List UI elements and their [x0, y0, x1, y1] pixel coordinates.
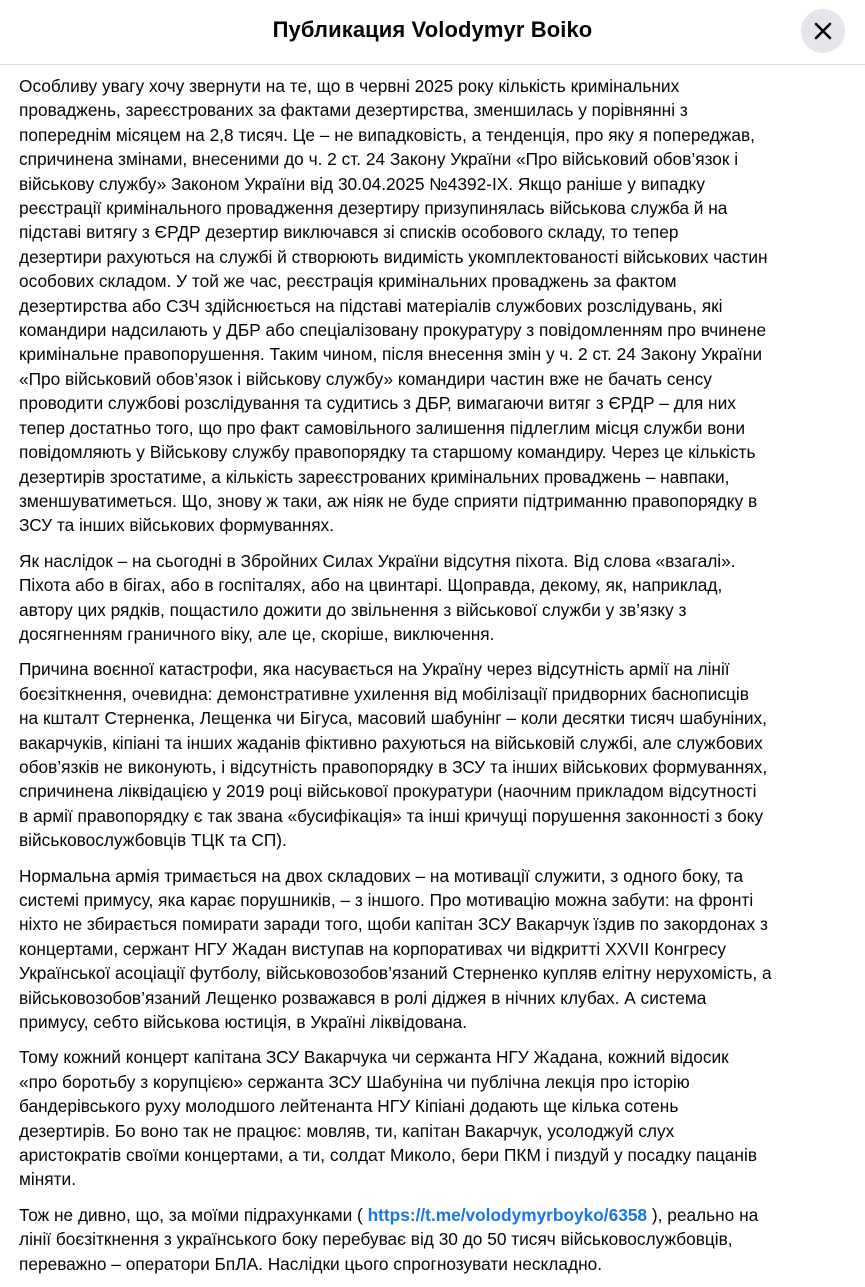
post-paragraph-5: Тому кожний концерт капітана ЗСУ Вакарчука чи сержанта НГУ Жадана, кожний відосик «про боротьбу з корупцією» сержанта ЗСУ Шабуніна чи публічна лекція про історію бандерівського руху молодшого лейтенанта НГУ Кіпіані додають ще кілька сотень дезертирів. Бо воно так не працює: мовляв, ти, капітан Вакарчук, усолоджуй слух аристократів своїми концертами, а ти, солдат Миколо, бери ПКМ і пиздуй у посадку пацанів міняти.: [19, 1047, 757, 1190]
post-paragraph-6: [19, 1203, 855, 1276]
post-paragraph-2: Як наслідок – на сьогодні в Збройних Силах України відсутня піхота. Від слова «взагалі». Піхота або в бігах, або в госпіталях, або на цвинтарі. Щоправда, декому, як, наприклад, автору цих рядків, пощастило дожити до звільнення з військової служби у зв’язку з досягненням граничного віку, але це, скоріше, виключення.: [19, 550, 736, 644]
paragraph-text-before-link: Тож не дивно, що, за моїми підрахунками (: [19, 1204, 368, 1225]
paragraph-text-after-link: ), реально на лінії боєзіткнення з українського боку перебуває від 30 до 50 тисяч військовослужбовців, переважно – оператори БпЛА. Наслідки цього спрогнозувати нескладно.: [19, 1204, 759, 1274]
close-icon: [813, 21, 833, 41]
post-paragraph-4: Нормальна армія тримається на двох складових – на мотивації служити, з одного боку, та системі примусу, яка карає порушників, – з іншого. Про мотивацію можна забути: на фронті ніхто не збирається помирати заради того, щоби капітан ЗСУ Вакарчук їздив по закордонах з концертами, сержант НГУ Жадан виступав на корпоративах чи відкритті XXVII Конгресу Української асоціації футболу, військовозобов’язаний Стерненко купляв елітну нерухомість, а військовозобов’язаний Лещенко розважався в ролі діджея в нічних клубах. А система примусу, себто військова юстиція, в Україні ліквідована.: [19, 865, 772, 1033]
post-body: [19, 74, 855, 1287]
close-button[interactable]: [801, 9, 845, 53]
dialog-title: Публикация Volodymyr Boiko: [272, 17, 593, 42]
dialog-header: [0, 0, 865, 65]
telegram-link[interactable]: https://t.me/volodymyrboyko/6358: [367, 1204, 648, 1225]
post-paragraph-3: Причина воєнної катастрофи, яка насувається на Україну через відсутність армії на лінії боєзіткнення, очевидна: демонстративне ухилення від мобілізації придворних баснописців на кшталт Стерненка, Лещенка чи Бігуса, масовий шабунінг – коли десятки тисяч шабуніних, вакарчуків, кіпіані та інших жаданів фіктивно рахуються на військовій службі, але службових обов’язків не виконують, і відсутність правопорядку в ЗСУ та інших військових формуваннях, спричинена ліквідацією у 2019 році військової прокуратури (наочним прикладом відсутності в армії правопорядку є так звана «бусифікація» та інші кричущі порушення законності з боку військовослужбовців ТЦК та СП).: [19, 659, 768, 851]
post-paragraph-1: Особливу увагу хочу звернути на те, що в червні 2025 року кількість кримінальних проваджень, зареєстрованих за фактами дезертирства, зменшилась у порівнянні з попереднім місяцем на 2,8 тисяч. Це – не випадковість, а тенденція, про яку я попереджав, спричинена змінами, внесеними до ч. 2 ст. 24 Закону України «Про військовий обов’язок і військову службу» Законом України від 30.04.2025 №4392-IX. Якщо раніше у випадку реєстрації кримінального провадження дезертиру призупинялась військова служба й на підставі витягу з ЄРДР дезертир виключався зі списків особового складу, то тепер дезертири рахуються на службі й створюють видимість укомплектованості військових частин особових складом. У той же час, реєстрація кримінальних проваджень за фактом дезертирства або СЗЧ здійснюється на підставі матеріалів службових розслідувань, які командири надсилають у ДБР або спеціалізовану прокуратуру з повідомленням про вчинене кримінальне правопорушення. Таким чином, після внесення змін у ч. 2 ст. 24 Закону України «Про військовий обов’язок і військову службу» командири частин вже не бачать сенсу проводити службові розслідування та судитись з ДБР, вимагаючи витяг з ЄРДР – для них тепер достатньо того, що про факт самовільного залишення підлеглим місця служби вони повідомляють у Військову службу правопорядку та старшому командиру. Через це кількість дезертирів зростатиме, а кількість зареєстрованих кримінальних проваджень – навпаки, зменшуватиметься. Що, знову ж таки, аж ніяк не буде сприяти підтриманню правопорядку в ЗСУ та інших військових формуваннях.: [19, 76, 768, 536]
